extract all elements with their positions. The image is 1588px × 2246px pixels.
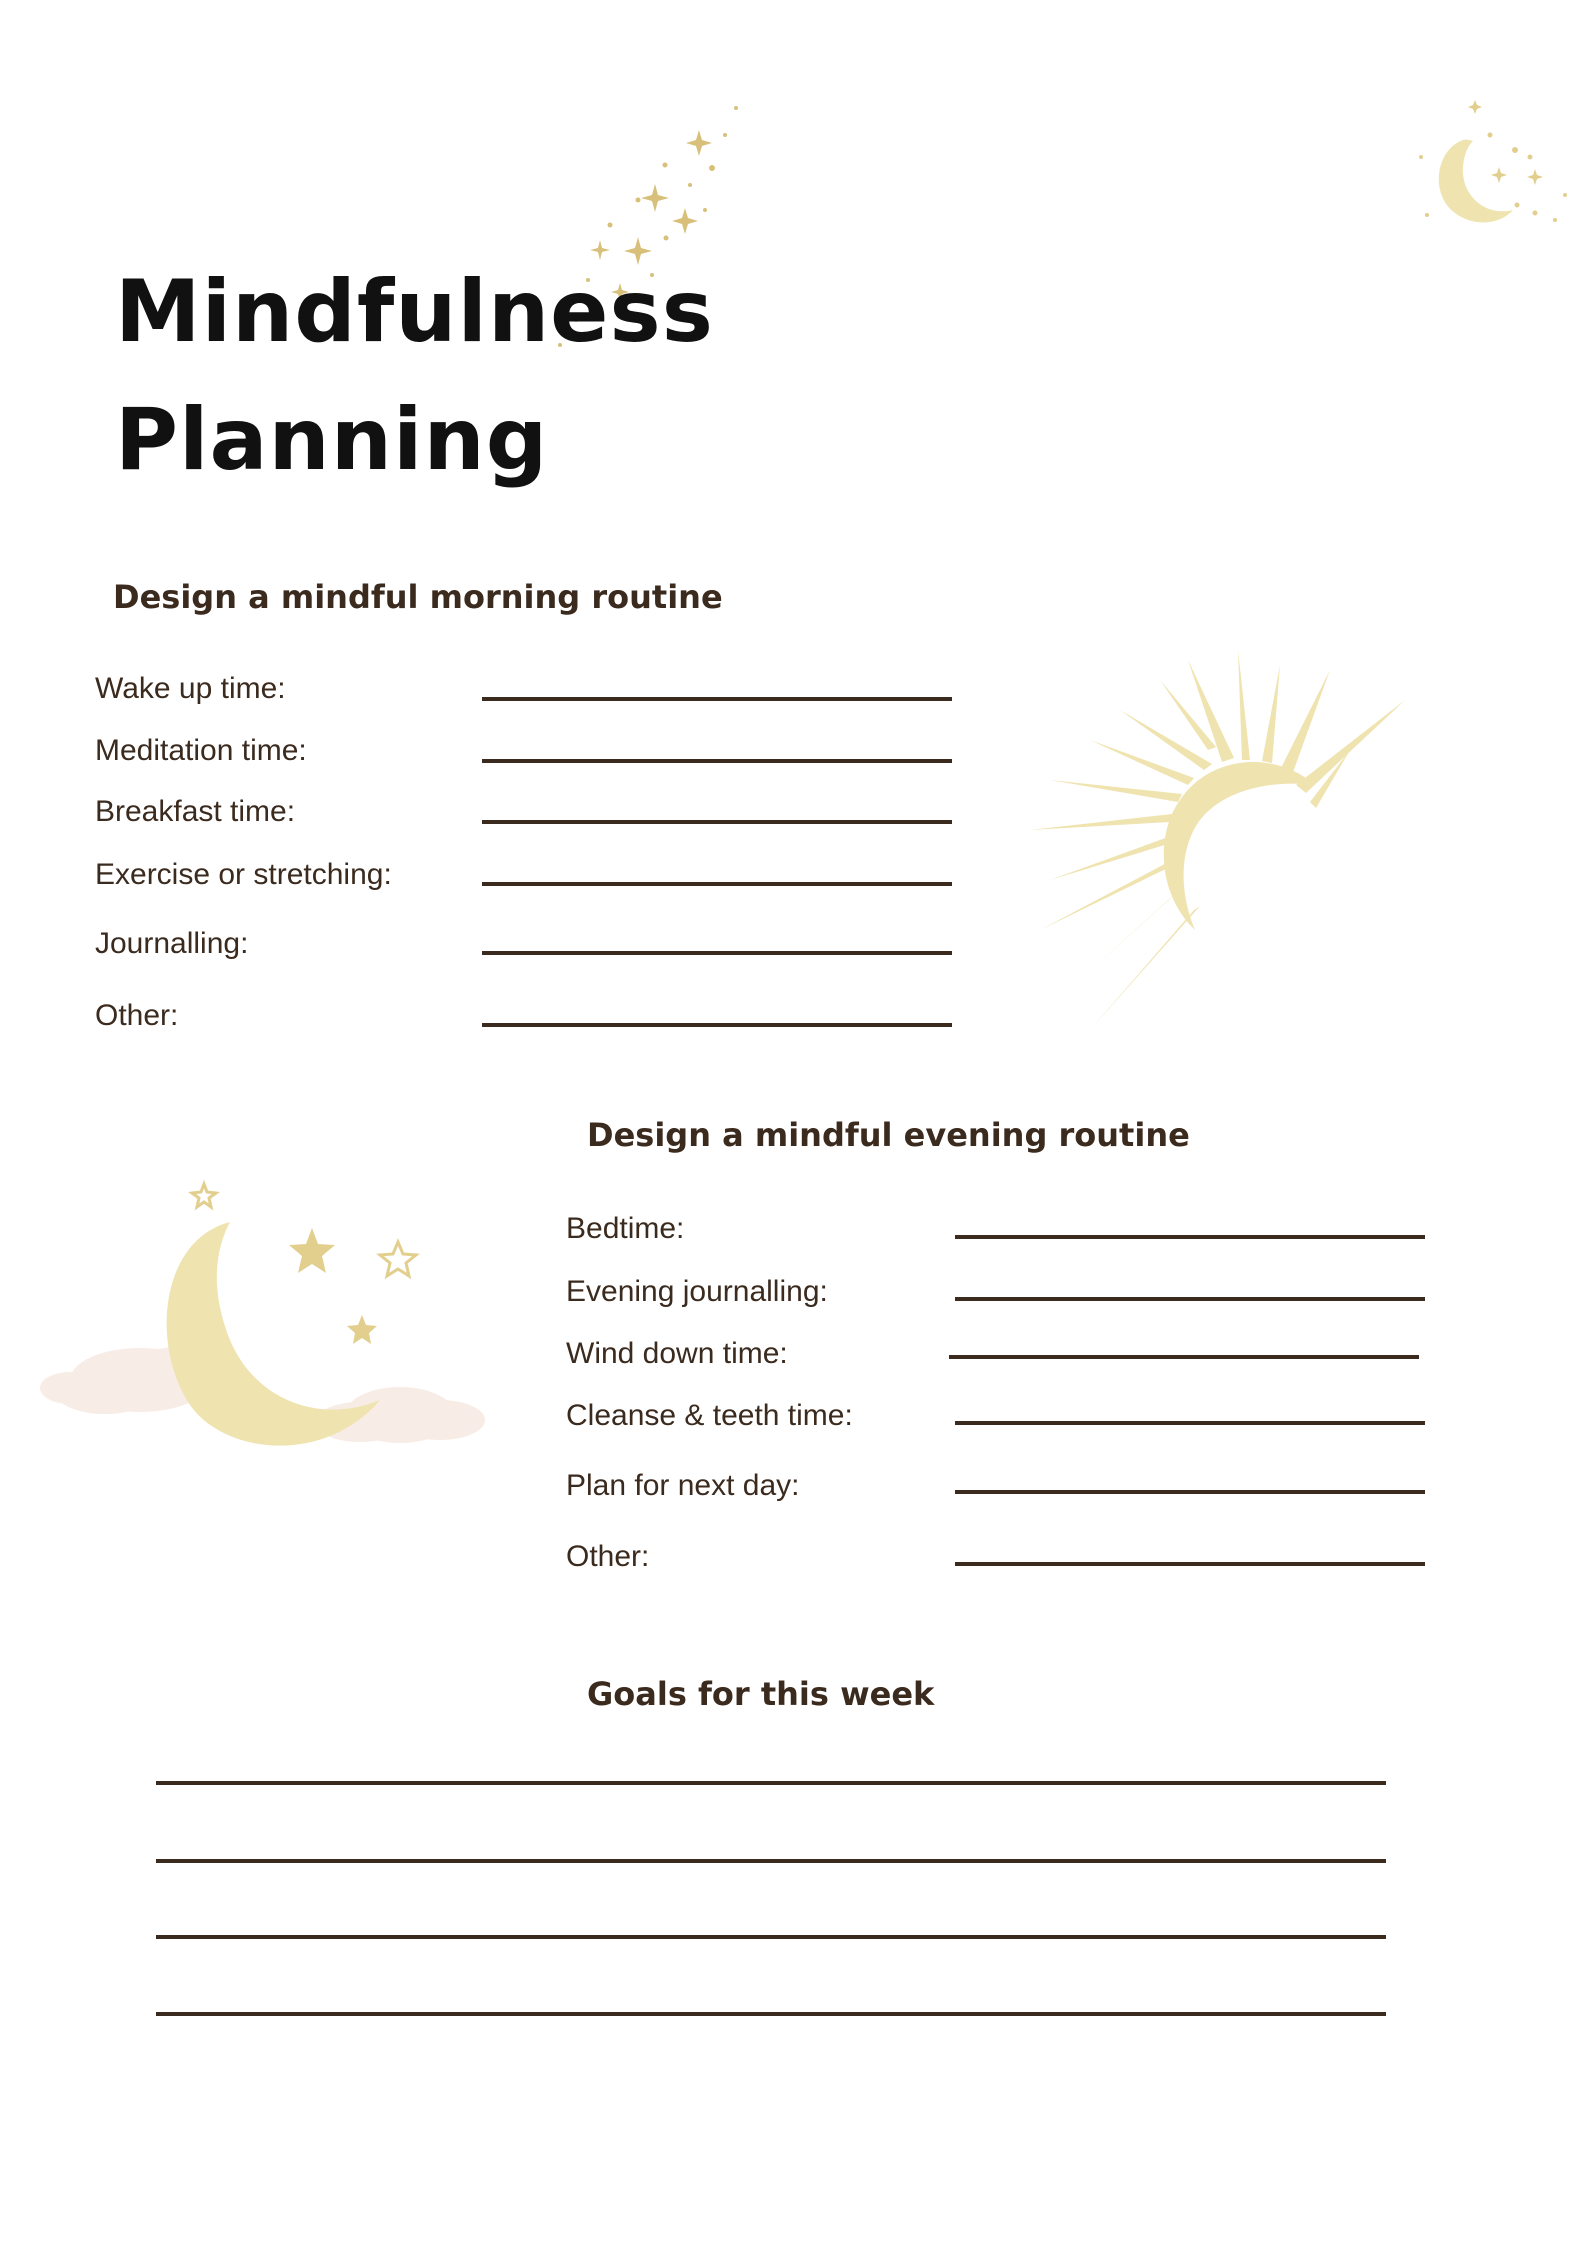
title-line-2: Planning bbox=[115, 390, 549, 490]
field-label: Meditation time: bbox=[95, 734, 307, 767]
goal-line-1[interactable] bbox=[156, 1781, 1386, 1785]
field-label: Cleanse & teeth time: bbox=[566, 1399, 853, 1432]
evening-journalling-line[interactable] bbox=[955, 1297, 1425, 1301]
goal-line-2[interactable] bbox=[156, 1859, 1386, 1863]
field-label: Wake up time: bbox=[95, 672, 286, 705]
goal-line-4[interactable] bbox=[156, 2012, 1386, 2016]
morning-routine-heading: Design a mindful morning routine bbox=[113, 578, 723, 616]
wake-up-time-line[interactable] bbox=[482, 697, 952, 701]
field-label: Journalling: bbox=[95, 927, 249, 960]
morning-other-line[interactable] bbox=[482, 1023, 952, 1027]
bedtime-line[interactable] bbox=[955, 1235, 1425, 1239]
cleanse-teeth-time-line[interactable] bbox=[955, 1421, 1425, 1425]
plan-next-day-line[interactable] bbox=[955, 1490, 1425, 1494]
goal-line-3[interactable] bbox=[156, 1935, 1386, 1939]
field-label: Bedtime: bbox=[566, 1212, 685, 1245]
field-label: Other: bbox=[566, 1540, 650, 1573]
field-label: Exercise or stretching: bbox=[95, 858, 392, 891]
field-label: Plan for next day: bbox=[566, 1469, 800, 1502]
evening-routine-heading: Design a mindful evening routine bbox=[587, 1116, 1190, 1154]
title-line-1: Mindfulness bbox=[115, 262, 714, 362]
sun-rays-icon bbox=[1010, 630, 1430, 1050]
goals-heading: Goals for this week bbox=[587, 1675, 935, 1713]
journalling-line[interactable] bbox=[482, 951, 952, 955]
page-title bbox=[115, 248, 714, 504]
moon-clouds-stars-icon bbox=[30, 1170, 510, 1500]
field-label: Breakfast time: bbox=[95, 795, 296, 828]
wind-down-time-line[interactable] bbox=[949, 1355, 1419, 1359]
evening-other-line[interactable] bbox=[955, 1562, 1425, 1566]
field-label: Wind down time: bbox=[566, 1337, 788, 1370]
exercise-line[interactable] bbox=[482, 882, 952, 886]
meditation-time-line[interactable] bbox=[482, 759, 952, 763]
crescent-moon-stars-icon bbox=[1405, 95, 1585, 245]
field-label: Other: bbox=[95, 999, 179, 1032]
field-label: Evening journalling: bbox=[566, 1275, 828, 1308]
breakfast-time-line[interactable] bbox=[482, 820, 952, 824]
